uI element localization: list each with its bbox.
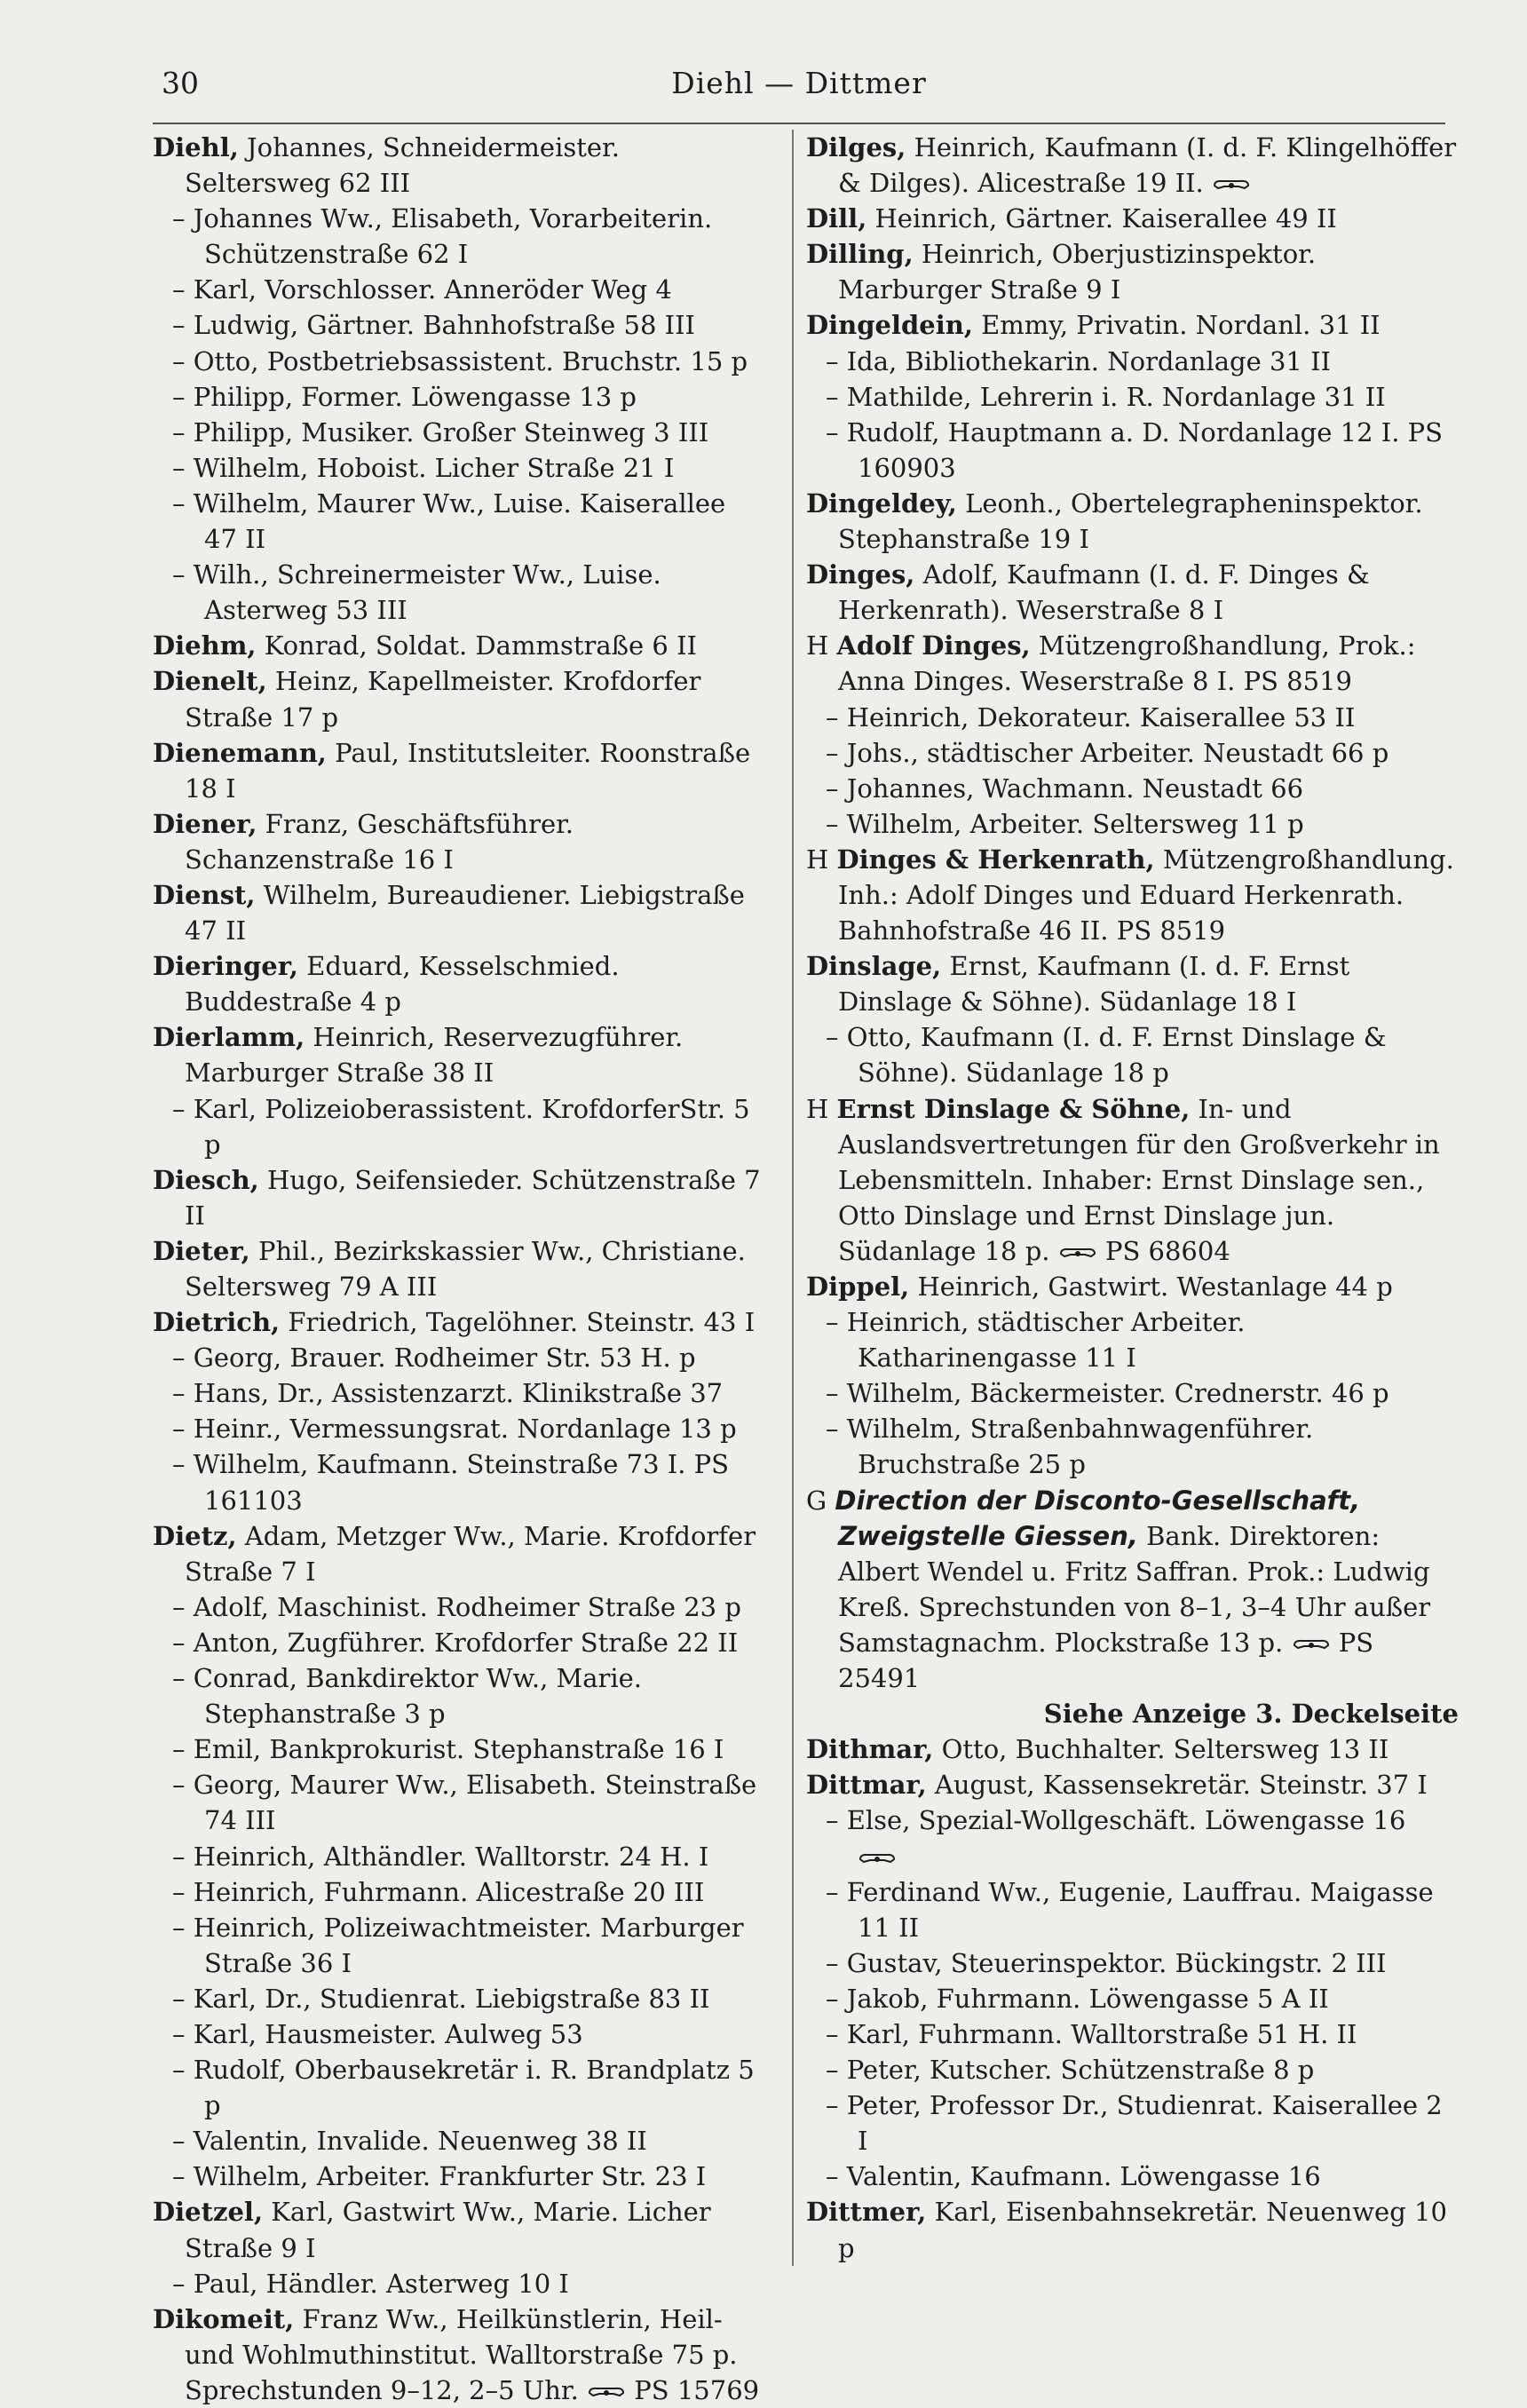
directory-entry bbox=[806, 236, 1459, 307]
entry-surname: Dilling, bbox=[806, 239, 914, 270]
entry-surname: Dietzel, bbox=[153, 2197, 264, 2228]
entry-details: Wilhelm, Hoboist. Licher Straße 21 I bbox=[193, 452, 675, 483]
entry-details: Johannes, Wachmann. Neustadt 66 bbox=[846, 772, 1304, 804]
directory-entry bbox=[806, 2194, 1459, 2265]
sub-entry bbox=[153, 2016, 765, 2052]
entry-details: Mathilde, Lehrerin i. R. Nordanlage 31 II bbox=[846, 381, 1386, 412]
entry-details: Johannes, Schneidermeister. Seltersweg 62 III bbox=[185, 132, 620, 199]
sub-entry bbox=[153, 1375, 765, 1411]
dash-mark: – bbox=[826, 1414, 839, 1445]
entry-details: Wilhelm, Maurer Ww., Luise. Kaiserallee 47 II bbox=[193, 487, 726, 555]
entry-details: Wilhelm, Bureaudiener. Liebigstraße 47 II bbox=[185, 879, 745, 947]
dash-mark: – bbox=[172, 2018, 186, 2049]
entry-details: Anton, Zugführer. Krofdorfer Straße 22 II bbox=[193, 1627, 739, 1658]
sub-entry bbox=[153, 1981, 765, 2016]
sub-entry bbox=[153, 1910, 765, 1981]
dash-mark: – bbox=[172, 559, 186, 590]
sub-entry bbox=[153, 2266, 765, 2301]
entry-prefix: H bbox=[806, 1093, 829, 1124]
dash-mark: – bbox=[172, 203, 186, 234]
dash-mark: – bbox=[172, 381, 186, 412]
entry-details: Heinr., Vermessungsrat. Nordanlage 13 p bbox=[193, 1414, 737, 1445]
dash-mark: – bbox=[172, 2126, 186, 2157]
entry-surname: Dittmar, bbox=[806, 1770, 927, 1801]
sub-entry bbox=[153, 2123, 765, 2158]
directory-entry bbox=[806, 486, 1459, 557]
entry-details: Jakob, Fuhrmann. Löwengasse 5 A II bbox=[846, 1983, 1329, 2014]
entry-details: Ferdinand Ww., Eugenie, Lauffrau. Maigasse 11 II bbox=[846, 1876, 1434, 1943]
entry-surname: Dittmer, bbox=[806, 2197, 927, 2228]
entry-details: Valentin, Kaufmann. Löwengasse 16 bbox=[846, 2161, 1321, 2192]
dash-mark: – bbox=[826, 1983, 839, 2014]
entry-details: Adam, Metzger Ww., Marie. Krofdorfer Straße 7 I bbox=[185, 1520, 756, 1587]
dash-mark: – bbox=[826, 1378, 839, 1409]
entry-details: Hans, Dr., Assistenzarzt. Klinikstraße 37 bbox=[193, 1378, 724, 1409]
sub-entry bbox=[806, 2158, 1459, 2194]
directory-entry bbox=[153, 1233, 765, 1304]
entry-surname: Dierlamm, bbox=[153, 1022, 305, 1053]
directory-entry bbox=[153, 735, 765, 806]
entry-surname: Ernst Dinslage & Söhne, bbox=[836, 1093, 1191, 1124]
dash-mark: – bbox=[826, 1876, 839, 1907]
directory-entry bbox=[806, 1091, 1459, 1269]
sub-entry bbox=[153, 1767, 765, 1838]
sub-entry bbox=[153, 1589, 765, 1625]
directory-entry bbox=[153, 628, 765, 663]
entry-surname: Dinges & Herkenrath, bbox=[836, 844, 1155, 875]
directory-entry bbox=[806, 307, 1459, 343]
sub-entry bbox=[806, 2052, 1459, 2087]
directory-entry bbox=[153, 663, 765, 734]
entry-details: Phil., Bezirkskassier Ww., Christiane. Seltersweg 79 A III bbox=[185, 1235, 746, 1302]
dash-mark: – bbox=[172, 487, 186, 519]
entry-details: Johs., städtischer Arbeiter. Neustadt 66 p bbox=[846, 737, 1389, 768]
directory-entry bbox=[806, 1269, 1459, 1304]
entry-details: Franz Ww., Heilkünstlerin, Heil- und Wohlmuthinstitut. Walltorstraße 75 p. Sprechstunden 9–12, 2–5 Uhr. bbox=[185, 2303, 738, 2405]
entry-details: Ernst, Kaufmann (I. d. F. Ernst Dinslage & Söhne). Südanlage 18 I bbox=[838, 951, 1350, 1018]
dash-mark: – bbox=[172, 1343, 186, 1374]
advertisement-notice: Siehe Anzeige 3. Deckelseite bbox=[1043, 1699, 1459, 1730]
sub-entry bbox=[806, 735, 1459, 771]
sub-entry bbox=[153, 272, 765, 307]
entry-details: Otto, Postbetriebsassistent. Bruchstr. 15 p bbox=[193, 345, 748, 376]
dash-mark: – bbox=[172, 1378, 186, 1409]
entry-details: Karl, Hausmeister. Aulweg 53 bbox=[193, 2018, 583, 2049]
sub-entry bbox=[153, 1660, 765, 1731]
telephone-icon bbox=[587, 2385, 626, 2399]
entry-surname: Dietrich, bbox=[153, 1307, 281, 1338]
sub-entry bbox=[153, 1411, 765, 1446]
entry-details: Paul, Händler. Asterweg 10 I bbox=[193, 2268, 569, 2299]
dash-mark: – bbox=[826, 772, 839, 804]
entry-surname: Dippel, bbox=[806, 1271, 910, 1302]
directory-entry bbox=[153, 2301, 765, 2408]
sub-entry bbox=[806, 1375, 1459, 1411]
dash-mark: – bbox=[172, 452, 186, 483]
entry-details: Valentin, Invalide. Neuenweg 38 II bbox=[193, 2126, 647, 2157]
entry-details: Konrad, Soldat. Dammstraße 6 II bbox=[264, 630, 697, 661]
entry-details: Heinrich, Gärtner. Kaiserallee 49 II bbox=[874, 203, 1337, 234]
sub-entry bbox=[806, 2016, 1459, 2052]
entry-details: Leonh., Obertelegrapheninspektor. Stephanstraße 19 I bbox=[838, 487, 1423, 555]
directory-entry bbox=[153, 948, 765, 1019]
sub-entry bbox=[153, 557, 765, 628]
entry-details: Mützengroßhandlung. Inh.: Adolf Dinges und Eduard Herkenrath. Bahnhofstraße 46 II. PS 8519 bbox=[838, 844, 1454, 947]
directory-entry bbox=[153, 806, 765, 877]
right-column bbox=[792, 130, 1459, 2266]
left-column bbox=[153, 130, 765, 2408]
dash-mark: – bbox=[172, 1734, 186, 1765]
sub-entry bbox=[806, 1981, 1459, 2016]
sub-entry bbox=[153, 1091, 765, 1162]
entry-details: Paul, Institutsleiter. Roonstraße 18 I bbox=[185, 737, 751, 804]
directory-entry bbox=[153, 1518, 765, 1589]
dash-mark: – bbox=[172, 1841, 186, 1872]
entry-prefix: H bbox=[806, 844, 829, 875]
entry-details: Heinrich, Reservezugführer. Marburger Straße 38 II bbox=[185, 1022, 684, 1089]
dash-mark: – bbox=[826, 416, 839, 448]
entry-surname: Dingeldein, bbox=[806, 310, 973, 341]
entry-details: Wilhelm, Kaufmann. Steinstraße 73 I. PS 161103 bbox=[193, 1449, 730, 1516]
dash-mark: – bbox=[172, 1627, 186, 1658]
entry-details: Heinrich, Althändler. Walltorstr. 24 H. I bbox=[193, 1841, 709, 1872]
entry-details: Karl, Fuhrmann. Walltorstraße 51 H. II bbox=[846, 2018, 1357, 2049]
dash-mark: – bbox=[172, 2055, 186, 2086]
dash-mark: – bbox=[172, 1093, 186, 1124]
entry-surname: Adolf Dinges, bbox=[836, 630, 1031, 661]
sub-entry bbox=[806, 1802, 1459, 1873]
entry-details: Otto, Buchhalter. Seltersweg 13 II bbox=[941, 1734, 1389, 1765]
dash-mark: – bbox=[826, 701, 839, 733]
entry-firm-name: Direction der Disconto-Gesellschaft, Zweigstelle Giessen, bbox=[835, 1485, 1361, 1551]
entry-surname: Diehl, bbox=[153, 132, 239, 162]
entry-prefix: H bbox=[806, 630, 829, 661]
entry-details: Heinrich, Kaufmann (I. d. F. Klingelhöffer & Dilges). Alicestraße 19 II. bbox=[838, 132, 1457, 199]
directory-entry bbox=[806, 948, 1459, 1019]
sub-entry bbox=[153, 1446, 765, 1517]
sub-entry bbox=[806, 379, 1459, 415]
directory-entry bbox=[806, 130, 1459, 201]
directory-entry bbox=[806, 842, 1459, 948]
entry-surname: Diesch, bbox=[153, 1164, 259, 1195]
sub-entry bbox=[806, 415, 1459, 486]
directory-entry bbox=[806, 1731, 1459, 1767]
sub-entry bbox=[153, 2052, 765, 2123]
entry-details: Karl, Eisenbahnsekretär. Neuenweg 10 p bbox=[838, 2197, 1447, 2263]
entry-surname: Dietz, bbox=[153, 1520, 237, 1551]
entry-details: Wilhelm, Arbeiter. Seltersweg 11 p bbox=[846, 808, 1304, 839]
entry-details: Mützengroßhandlung, Prok.: Anna Dinges. Weserstraße 8 I. PS 8519 bbox=[838, 630, 1416, 697]
sub-entry bbox=[153, 415, 765, 450]
entry-details: Heinrich, Gastwirt. Westanlage 44 p bbox=[917, 1271, 1393, 1302]
directory-entry bbox=[806, 201, 1459, 236]
sub-entry bbox=[153, 201, 765, 272]
dash-mark: – bbox=[826, 2161, 839, 2192]
page-number: 30 bbox=[162, 66, 199, 100]
phone-number: PS 25491 bbox=[838, 1627, 1374, 1694]
sub-entry bbox=[806, 1019, 1459, 1090]
sub-entry bbox=[153, 1874, 765, 1910]
phone-number: PS 68604 bbox=[1104, 1235, 1230, 1266]
entry-details: Ida, Bibliothekarin. Nordanlage 31 II bbox=[846, 345, 1331, 376]
entry-details: Wilhelm, Straßenbahnwagenführer. Bruchstraße 25 p bbox=[846, 1414, 1314, 1480]
sub-entry bbox=[806, 771, 1459, 806]
directory-entry bbox=[806, 1767, 1459, 1802]
sub-entry bbox=[806, 1304, 1459, 1375]
entry-details: Philipp, Former. Löwengasse 13 p bbox=[193, 381, 637, 412]
entry-details: Otto, Kaufmann (I. d. F. Ernst Dinslage & Söhne). Südanlage 18 p bbox=[846, 1022, 1387, 1089]
dash-mark: – bbox=[172, 1591, 186, 1622]
sub-entry bbox=[806, 1411, 1459, 1482]
entry-details: Emmy, Privatin. Nordanl. 31 II bbox=[981, 310, 1381, 341]
directory-entry bbox=[153, 1162, 765, 1233]
entry-details: Karl, Vorschlosser. Anneröder Weg 4 bbox=[193, 274, 672, 305]
page-header bbox=[153, 60, 1445, 124]
sub-entry bbox=[806, 700, 1459, 735]
sub-entry bbox=[153, 379, 765, 415]
entry-details: Peter, Kutscher. Schützenstraße 8 p bbox=[846, 2055, 1315, 2086]
telephone-icon bbox=[1292, 1637, 1331, 1652]
entry-details: In- und Auslandsvertretungen für den Großverkehr in Lebensmitteln. Inhaber: Ernst Dinslage sen., Otto Dinslage und Ernst Dinslage jun. Südanlage 18 p. bbox=[838, 1093, 1440, 1266]
dash-mark: – bbox=[826, 2090, 839, 2121]
dash-mark: – bbox=[172, 274, 186, 305]
dash-mark: – bbox=[172, 416, 186, 448]
entry-details: Georg, Brauer. Rodheimer Str. 53 H. p bbox=[193, 1343, 696, 1374]
entry-surname: Diener, bbox=[153, 808, 257, 839]
entry-surname: Dinslage, bbox=[806, 951, 942, 982]
directory-entry bbox=[806, 628, 1459, 699]
directory-entry bbox=[806, 1483, 1459, 1697]
entry-surname: Dieter, bbox=[153, 1235, 250, 1266]
entry-surname: Dill, bbox=[806, 203, 867, 234]
entry-surname: Dienelt, bbox=[153, 666, 267, 697]
entry-details: Karl, Polizeioberassistent. KrofdorferStr. 5 p bbox=[193, 1093, 750, 1160]
entry-details: Hugo, Seifensieder. Schützenstraße 7 II bbox=[185, 1164, 761, 1231]
entry-details: Franz, Geschäftsführer. Schanzenstraße 16 I bbox=[185, 808, 574, 875]
entry-details: Ludwig, Gärtner. Bahnhofstraße 58 III bbox=[193, 310, 695, 341]
sub-entry bbox=[153, 2158, 765, 2194]
dash-mark: – bbox=[172, 1414, 186, 1445]
dash-mark: – bbox=[172, 345, 186, 376]
entry-details: Heinrich, Polizeiwachtmeister. Marburger Straße 36 I bbox=[193, 1912, 744, 1978]
sub-entry bbox=[806, 344, 1459, 379]
entry-details: Wilh., Schreinermeister Ww., Luise. Asterweg 53 III bbox=[193, 559, 661, 626]
dash-mark: – bbox=[172, 1663, 186, 1694]
sub-entry bbox=[153, 344, 765, 379]
entry-details: Eduard, Kesselschmied. Buddestraße 4 p bbox=[185, 951, 620, 1018]
sub-entry bbox=[153, 307, 765, 343]
dash-mark: – bbox=[826, 808, 839, 839]
dash-mark: – bbox=[172, 2268, 186, 2299]
entry-surname: Dieringer, bbox=[153, 951, 298, 982]
directory-entry bbox=[153, 1304, 765, 1340]
entry-details: Rudolf, Oberbausekretär i. R. Brandplatz 5 p bbox=[193, 2055, 755, 2121]
entry-surname: Dilges, bbox=[806, 132, 906, 162]
entry-details: Heinrich, städtischer Arbeiter. Katharinengasse 11 I bbox=[846, 1307, 1246, 1374]
dash-mark: – bbox=[172, 1449, 186, 1480]
dash-mark: – bbox=[826, 2055, 839, 2086]
dash-mark: – bbox=[826, 1805, 839, 1836]
entry-details: Wilhelm, Arbeiter. Frankfurter Str. 23 I bbox=[193, 2161, 707, 2192]
sub-entry bbox=[153, 450, 765, 486]
entry-details: Karl, Dr., Studienrat. Liebigstraße 83 II bbox=[193, 1983, 710, 2014]
running-head: Diehl — Dittmer bbox=[671, 66, 927, 100]
sub-entry bbox=[806, 1945, 1459, 1981]
entry-details: Rudolf, Hauptmann a. D. Nordanlage 12 I. PS 160903 bbox=[846, 416, 1444, 483]
entry-prefix: G bbox=[806, 1485, 827, 1516]
entry-details: Adolf, Kaufmann (I. d. F. Dinges & Herkenrath). Weserstraße 8 I bbox=[838, 559, 1370, 626]
entry-details: Bank. Direktoren: Albert Wendel u. Fritz Saffran. Prok.: Ludwig Kreß. Sprechstunden von 8–1, 3–4 Uhr außer Samstagnachm. Plockstraße 13 p. bbox=[838, 1520, 1431, 1658]
entry-surname: Dikomeit, bbox=[153, 2303, 295, 2334]
sub-entry bbox=[153, 1839, 765, 1874]
phone-number: PS 15769 bbox=[634, 2374, 760, 2405]
entry-details: Friedrich, Tagelöhner. Steinstr. 43 I bbox=[288, 1307, 756, 1338]
entry-details: Adolf, Maschinist. Rodheimer Straße 23 p bbox=[193, 1591, 741, 1622]
dash-mark: – bbox=[172, 1770, 186, 1801]
directory-entry bbox=[153, 877, 765, 948]
dash-mark: – bbox=[172, 1876, 186, 1907]
entry-details: Philipp, Musiker. Großer Steinweg 3 III bbox=[193, 416, 709, 448]
sub-entry bbox=[806, 806, 1459, 842]
dash-mark: – bbox=[826, 737, 839, 768]
dash-mark: – bbox=[826, 1307, 839, 1338]
entry-details: August, Kassensekretär. Steinstr. 37 I bbox=[934, 1770, 1428, 1801]
directory-entry bbox=[806, 557, 1459, 628]
entry-details: Heinrich, Oberjustizinspektor. Marburger Straße 9 I bbox=[838, 239, 1317, 305]
sub-entry bbox=[153, 1625, 765, 1660]
directory-entry bbox=[153, 2194, 765, 2265]
entry-details: Johannes Ww., Elisabeth, Vorarbeiterin. Schützenstraße 62 I bbox=[193, 203, 713, 270]
dash-mark: – bbox=[172, 1983, 186, 2014]
entry-details: Peter, Professor Dr., Studienrat. Kaiserallee 2 I bbox=[846, 2090, 1443, 2157]
entry-surname: Dienemann, bbox=[153, 737, 327, 768]
directory-entry bbox=[153, 1019, 765, 1090]
entry-surname: Diehm, bbox=[153, 630, 257, 661]
entry-details: Conrad, Bankdirektor Ww., Marie. Stephanstraße 3 p bbox=[193, 1663, 643, 1730]
sub-entry bbox=[806, 2087, 1459, 2158]
dash-mark: – bbox=[172, 310, 186, 341]
entry-surname: Dithmar, bbox=[806, 1734, 934, 1765]
telephone-icon bbox=[1058, 1246, 1097, 1260]
entry-details: Emil, Bankprokurist. Stephanstraße 16 I bbox=[193, 1734, 724, 1765]
entry-details: Gustav, Steuerinspektor. Bückingstr. 2 III bbox=[846, 1947, 1387, 1978]
dash-mark: – bbox=[826, 381, 839, 412]
entry-details: Heinz, Kapellmeister. Krofdorfer Straße 17 p bbox=[185, 666, 701, 733]
dash-mark: – bbox=[826, 345, 839, 376]
directory-entry bbox=[153, 130, 765, 201]
entry-surname: Dinges, bbox=[806, 559, 915, 590]
sub-entry bbox=[153, 486, 765, 557]
entry-details: Heinrich, Fuhrmann. Alicestraße 20 III bbox=[193, 1876, 705, 1907]
dash-mark: – bbox=[826, 1947, 839, 1978]
telephone-icon bbox=[1212, 178, 1251, 192]
entry-details: Else, Spezial-Wollgeschäft. Löwengasse 16 bbox=[846, 1805, 1406, 1836]
entry-details: Georg, Maurer Ww., Elisabeth. Steinstraße 74 III bbox=[193, 1770, 757, 1836]
dash-mark: – bbox=[172, 1912, 186, 1943]
entry-details: Karl, Gastwirt Ww., Marie. Licher Straße 9 I bbox=[185, 2197, 711, 2263]
entry-details: Wilhelm, Bäckermeister. Crednerstr. 46 p bbox=[846, 1378, 1389, 1409]
entry-surname: Dienst, bbox=[153, 879, 256, 910]
dash-mark: – bbox=[826, 1022, 839, 1053]
telephone-icon bbox=[858, 1851, 897, 1865]
sub-entry bbox=[153, 1340, 765, 1375]
dash-mark: – bbox=[172, 2161, 186, 2192]
entry-surname: Dingeldey, bbox=[806, 487, 957, 519]
dash-mark: – bbox=[826, 2018, 839, 2049]
entry-details: Heinrich, Dekorateur. Kaiserallee 53 II bbox=[846, 701, 1356, 733]
sub-entry bbox=[153, 1731, 765, 1767]
sub-entry bbox=[806, 1874, 1459, 1945]
